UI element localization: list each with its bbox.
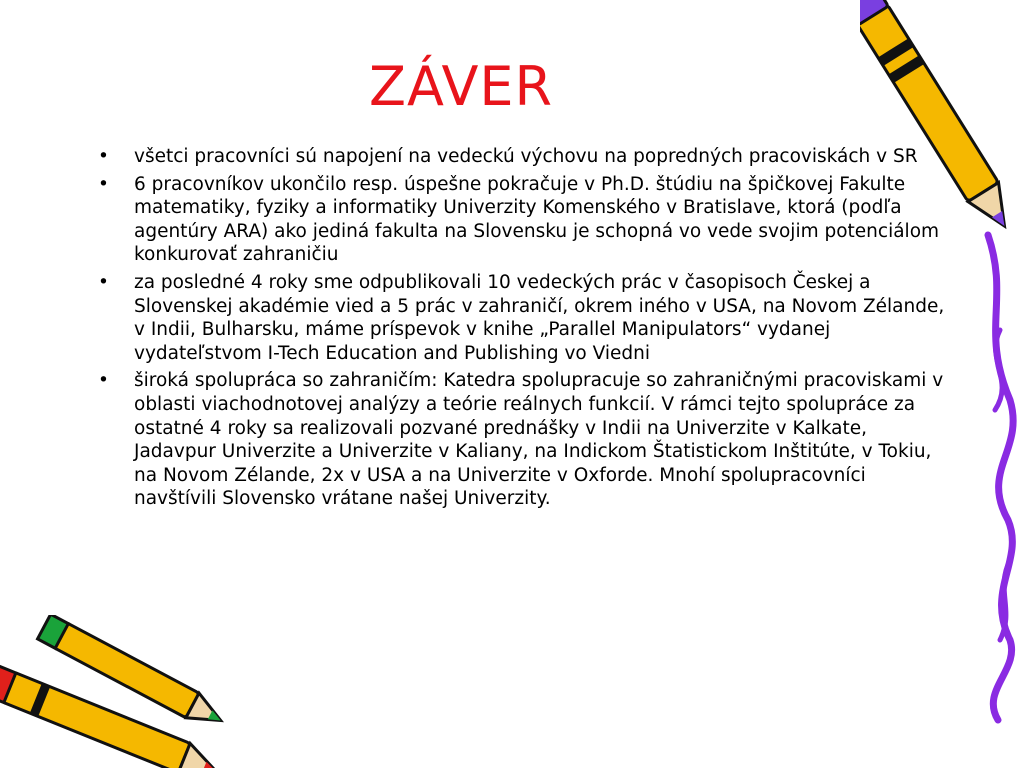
bullet-text: všetci pracovníci sú napojení na vedeckú výchovu na popredných pracoviskách v SR: [134, 146, 918, 167]
bullet-text: za posledné 4 roky sme odpublikovali 10 vedeckých prác v časopisoch Českej a Slovenskej akadémie vied a 5 prác v zahraničí, okrem iného v USA, na Novom Zélande, v Indii, Bulharsku, máme príspevok v knihe „Parallel Manipulators“ vydanej vydateľstvom I-Tech Education and Publishing vo Viedni: [134, 271, 945, 364]
slide-title: ZÁVER: [368, 55, 554, 118]
bullet-icon: •: [98, 173, 109, 195]
bullet-icon: •: [98, 271, 109, 293]
list-item: [98, 145, 948, 169]
pencil-icon: [860, 0, 1024, 250]
list-item: [98, 271, 948, 365]
bullet-text: 6 pracovníkov ukončilo resp. úspešne pokračuje v Ph.D. štúdiu na špičkovej Fakulte matematiky, fyziky a informatiky Univerzity Komenského v Bratislave, ktorá (podľa agentúry ARA) ako jediná fakulta na Slovensku je schopná vo vede svojim potenciálom konkurovať zahraničiu: [134, 173, 940, 266]
pencil-icon: [0, 615, 230, 768]
bullet-list: [98, 145, 948, 515]
list-item: [98, 369, 948, 511]
bullet-icon: •: [98, 146, 109, 167]
bullet-text: široká spolupráca so zahraničím: Katedra spolupracuje so zahraničnými pracoviskami v oblasti viachodnotovej analýzy a teórie reálnych funkcií. V rámci tejto spolupráce za ostatné 4 roky sa realizovali pozvané prednášky v Indii na Univerzite v Kalkate, Jadavpur Univerzite a Univerzite v Kaliany, na Indickom Štatistickom Inštitúte, v Tokiu, na Novom Zélande, 2x v USA a na Univerzite v Oxforde. Mnohí spolupracovníci navštívili Slovensko vrátane našej Univerzity.: [134, 370, 944, 510]
bullet-icon: •: [98, 370, 109, 392]
list-item: [98, 173, 948, 267]
